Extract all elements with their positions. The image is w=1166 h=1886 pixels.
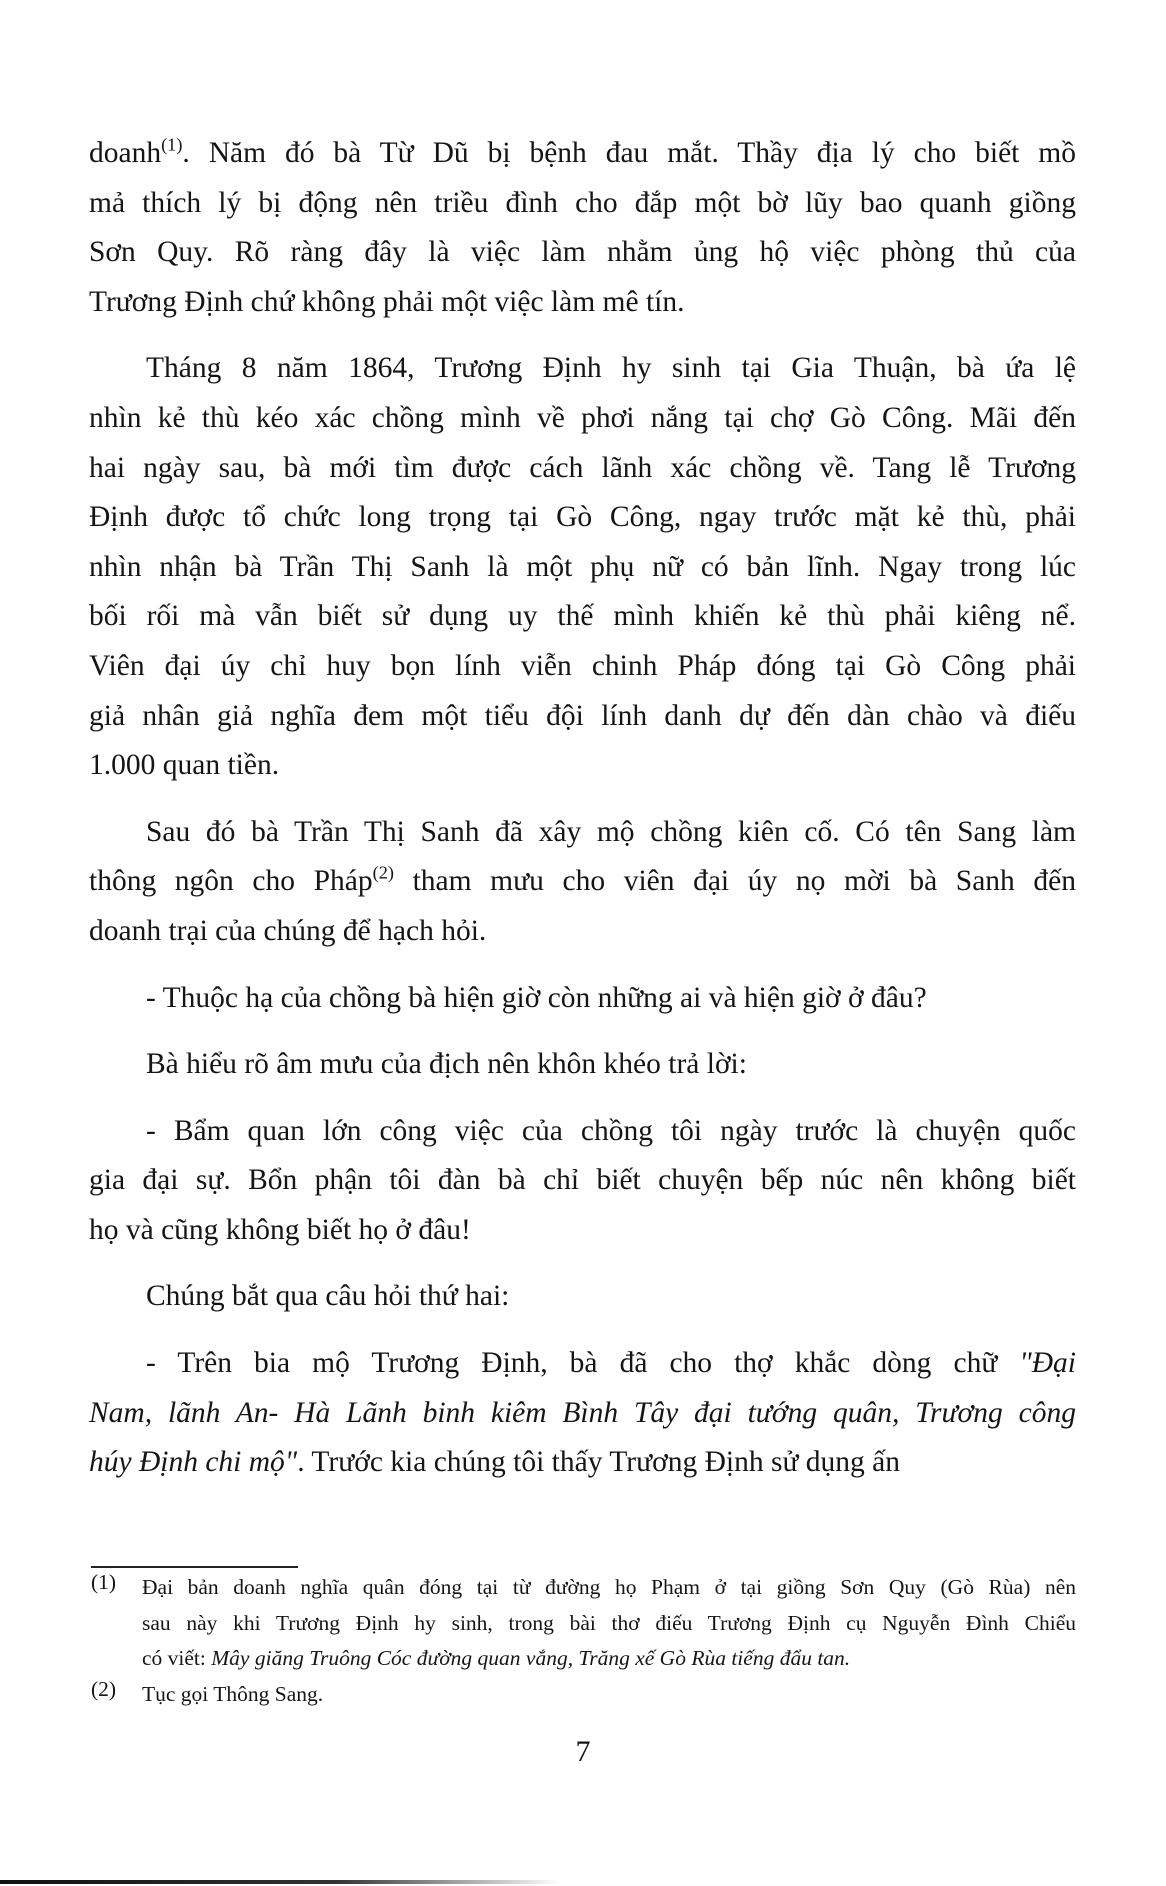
text-segment: Định được tổ chức long trọng tại Gò Công, ngay trước mặt kẻ thù, phải — [89, 501, 1076, 534]
text-line — [89, 1107, 1076, 1157]
text-line — [89, 741, 1076, 791]
text-line — [89, 1438, 1076, 1488]
text-segment: Viên đại úy chỉ huy bọn lính viễn chinh Pháp đóng tại Gò Công phải — [89, 649, 1076, 682]
scan-edge-line — [0, 1880, 560, 1884]
text-line — [89, 228, 1076, 278]
text-segment: nhìn kẻ thù kéo xác chồng mình về phơi nắng tại chợ Gò Công. Mãi đến — [89, 401, 1076, 434]
text-line — [89, 543, 1076, 593]
text-line — [89, 493, 1076, 543]
text-line — [142, 1570, 1076, 1606]
footnote — [91, 1677, 1076, 1713]
text-segment: Bà hiểu rõ âm mưu của địch nên khôn khéo trả lời: — [146, 1048, 747, 1081]
text-segment: . Năm đó bà Từ Dũ bị bệnh đau mắt. Thầy địa lý cho biết mồ — [182, 137, 1076, 169]
footnote-reference[interactable]: (2) — [372, 862, 394, 883]
text-segment: Đại bản doanh nghĩa quân đóng tại từ đường họ Phạm ở tại giồng Sơn Quy (Gò Rùa) nên — [142, 1575, 1076, 1599]
italic-text: Mây giăng Truông Cóc đường quan vắng, Trăng xế Gò Rùa tiếng đẩu tan. — [211, 1646, 851, 1670]
text-line — [142, 1606, 1076, 1642]
text-line — [142, 1677, 1076, 1713]
text-segment: sau này khi Trương Định hy sinh, trong bài thơ điếu Trương Định cụ Nguyễn Đình Chiểu — [142, 1610, 1076, 1635]
italic-text: húy Định chi mộ" — [89, 1446, 298, 1479]
footnotes — [91, 1570, 1076, 1712]
text-line — [89, 974, 1076, 1024]
paragraph — [89, 808, 1076, 957]
text-line — [89, 394, 1076, 444]
text-line — [89, 1206, 1076, 1256]
text-line — [89, 179, 1076, 229]
text-segment: tham mưu cho viên đại úy nọ mời bà Sanh đến — [393, 865, 1076, 898]
text-line — [89, 1339, 1076, 1389]
text-segment: Trương Định chứ không phải một việc làm mê tín. — [89, 285, 685, 318]
text-line — [89, 857, 1076, 907]
text-segment: Chúng bắt qua câu hỏi thứ hai: — [146, 1280, 510, 1313]
text-line — [89, 129, 1076, 179]
text-segment: doanh — [89, 137, 162, 169]
text-segment: hai ngày sau, bà mới tìm được cách lãnh xác chồng về. Tang lễ Trương — [89, 451, 1076, 484]
paragraph — [89, 1040, 1076, 1090]
footnote — [91, 1570, 1076, 1677]
paragraph — [89, 129, 1076, 327]
paragraph — [89, 1272, 1076, 1322]
text-segment: doanh trại của chúng để hạch hỏi. — [89, 914, 487, 947]
paragraph — [89, 344, 1076, 790]
text-line — [89, 1272, 1076, 1322]
paragraph — [89, 1107, 1076, 1256]
text-segment: gia đại sự. Bổn phận tôi đàn bà chỉ biết chuyện bếp núc nên không biết — [89, 1164, 1076, 1197]
footnote-separator — [91, 1566, 298, 1568]
text-line — [142, 1641, 1076, 1677]
paragraph — [89, 974, 1076, 1024]
text-line — [89, 808, 1076, 858]
paragraph — [89, 1339, 1076, 1488]
text-segment: nhìn nhận bà Trần Thị Sanh là một phụ nữ có bản lĩnh. Ngay trong lúc — [89, 550, 1076, 583]
text-segment: giả nhân giả nghĩa đem một tiểu đội lính danh dự đến dàn chào và điếu — [89, 699, 1076, 732]
footnote-number: (1) — [91, 1570, 117, 1594]
text-line — [89, 1156, 1076, 1206]
text-line — [89, 278, 1076, 328]
text-line — [89, 344, 1076, 394]
text-segment: - Bẩm quan lớn công việc của chồng tôi ngày trước là chuyện quốc — [146, 1114, 1076, 1147]
text-segment: bối rối mà vẫn biết sử dụng uy thế mình khiến kẻ thù phải kiêng nể. — [89, 600, 1076, 633]
text-segment: họ và cũng không biết họ ở đâu! — [89, 1213, 471, 1246]
text-line — [89, 692, 1076, 742]
text-line — [89, 592, 1076, 642]
text-line — [89, 642, 1076, 692]
italic-text: Nam, lãnh An- Hà Lãnh binh kiêm Bình Tây đại tướng quân, Trương công — [89, 1396, 1076, 1429]
text-segment: - Thuộc hạ của chồng bà hiện giờ còn những ai và hiện giờ ở đâu? — [146, 981, 927, 1014]
text-line — [89, 444, 1076, 494]
text-segment: Sau đó bà Trần Thị Sanh đã xây mộ chồng kiên cố. Có tên Sang làm — [146, 815, 1076, 848]
body-text — [89, 129, 1076, 1505]
text-segment: Sơn Quy. Rõ ràng đây là việc làm nhằm ủng hộ việc phòng thủ của — [89, 236, 1076, 269]
text-line — [89, 1389, 1076, 1439]
text-segment: Tục gọi Thông Sang. — [142, 1681, 324, 1706]
text-segment: Tháng 8 năm 1864, Trương Định hy sinh tại Gia Thuận, bà ứa lệ — [146, 352, 1076, 385]
text-segment: . Trước kia chúng tôi thấy Trương Định sử dụng ấn — [297, 1446, 901, 1479]
text-line — [89, 1040, 1076, 1090]
footnote-number: (2) — [91, 1676, 117, 1701]
text-segment: mả thích lý bị động nên triều đình cho đắp một bờ lũy bao quanh giồng — [89, 186, 1076, 219]
footnote-reference[interactable]: (1) — [161, 134, 183, 155]
text-line — [89, 907, 1076, 957]
italic-text: "Đại — [1019, 1347, 1076, 1380]
text-segment: - Trên bia mộ Trương Định, bà đã cho thợ khắc dòng chữ — [146, 1347, 1020, 1380]
text-segment: có viết: — [142, 1646, 212, 1670]
page-number: 7 — [575, 1735, 591, 1768]
text-segment: thông ngôn cho Pháp — [89, 865, 373, 898]
text-segment: 1.000 quan tiền. — [89, 749, 280, 782]
